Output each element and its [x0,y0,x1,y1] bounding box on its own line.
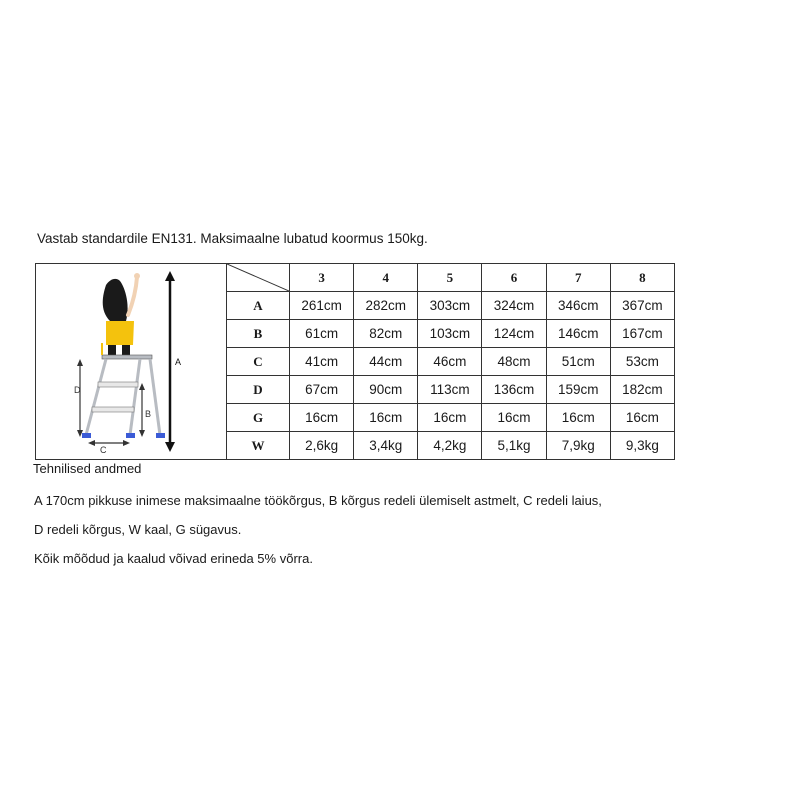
ladder-foot-3 [156,433,165,438]
ladder-foot-1 [82,433,91,438]
table-cell: 159cm [546,376,610,404]
table-cell: 61cm [290,320,354,348]
table-cell: 16cm [546,404,610,432]
person-arm [128,277,137,315]
table-cell: 67cm [290,376,354,404]
spec-table [35,263,675,460]
column-header: 4 [354,264,418,292]
arrow-c-left-icon [88,440,95,446]
ladder-step-2 [92,407,134,412]
table-cell: 261cm [290,292,354,320]
table-cell: 2,6kg [290,432,354,460]
person-shirt [106,321,134,345]
table-cell: 48cm [482,348,546,376]
table-cell: 16cm [290,404,354,432]
label-c: C [100,444,107,455]
notes-line-3: Kõik mõõdud ja kaalud võivad erineda 5% võrra. [34,551,313,566]
table-cell: 16cm [482,404,546,432]
notes-line-1: A 170cm pikkuse inimese maksimaalne töökõrgus, B kõrgus redeli ülemiselt astmelt, C redeli laius, [34,493,602,508]
ladder-diagram [36,267,226,457]
ladder-step-1 [98,382,138,387]
ladder-top-platform [102,355,152,359]
row-label: C [227,348,290,376]
column-header: 3 [290,264,354,292]
table-cell: 3,4kg [354,432,418,460]
table-cell: 4,2kg [418,432,482,460]
table-cell: 136cm [482,376,546,404]
arrow-b-bottom-icon [139,430,145,437]
table-header-row [36,264,675,292]
table-cell: 16cm [418,404,482,432]
table-cell: 103cm [418,320,482,348]
arrow-b-top-icon [139,383,145,390]
table-cell: 367cm [610,292,674,320]
label-a: A [175,356,182,367]
ladder-foot-2 [126,433,135,438]
table-cell: 9,3kg [610,432,674,460]
ladder-rear-rail [150,359,160,435]
arrow-a-top-icon [165,271,175,281]
table-corner-cell [227,264,290,292]
table-cell: 303cm [418,292,482,320]
column-header: 5 [418,264,482,292]
column-header: 7 [546,264,610,292]
table-cell: 182cm [610,376,674,404]
table-cell: 46cm [418,348,482,376]
row-label: A [227,292,290,320]
table-cell: 53cm [610,348,674,376]
table-cell: 16cm [354,404,418,432]
row-label: G [227,404,290,432]
label-b: B [145,408,152,419]
table-cell: 90cm [354,376,418,404]
table-cell: 16cm [610,404,674,432]
table-cell: 82cm [354,320,418,348]
table-cell: 44cm [354,348,418,376]
table-cell: 51cm [546,348,610,376]
person-hair [103,278,128,320]
intro-text: Vastab standardile EN131. Maksimaalne lubatud koormus 150kg. [37,231,428,246]
arrow-c-right-icon [123,440,130,446]
arrow-d-top-icon [77,359,83,366]
table-cell: 41cm [290,348,354,376]
row-label: D [227,376,290,404]
person-hand [134,273,140,279]
table-cell: 167cm [610,320,674,348]
table-cell: 5,1kg [482,432,546,460]
column-header: 8 [610,264,674,292]
ladder-front-rail [86,359,106,435]
table-cell: 124cm [482,320,546,348]
row-label: W [227,432,290,460]
table-cell: 346cm [546,292,610,320]
table-cell: 7,9kg [546,432,610,460]
table-cell: 146cm [546,320,610,348]
row-label: B [227,320,290,348]
ladder-mid-rail [130,359,140,435]
corner-diagonal [227,264,289,291]
label-d: D [74,384,81,395]
arrow-a-bottom-icon [165,442,175,452]
ladder-diagram-cell [36,264,227,460]
notes-line-2: D redeli kõrgus, W kaal, G sügavus. [34,522,242,537]
table-cell: 324cm [482,292,546,320]
notes-title: Tehnilised andmed [33,461,142,476]
table-cell: 282cm [354,292,418,320]
table-cell: 113cm [418,376,482,404]
column-header: 6 [482,264,546,292]
